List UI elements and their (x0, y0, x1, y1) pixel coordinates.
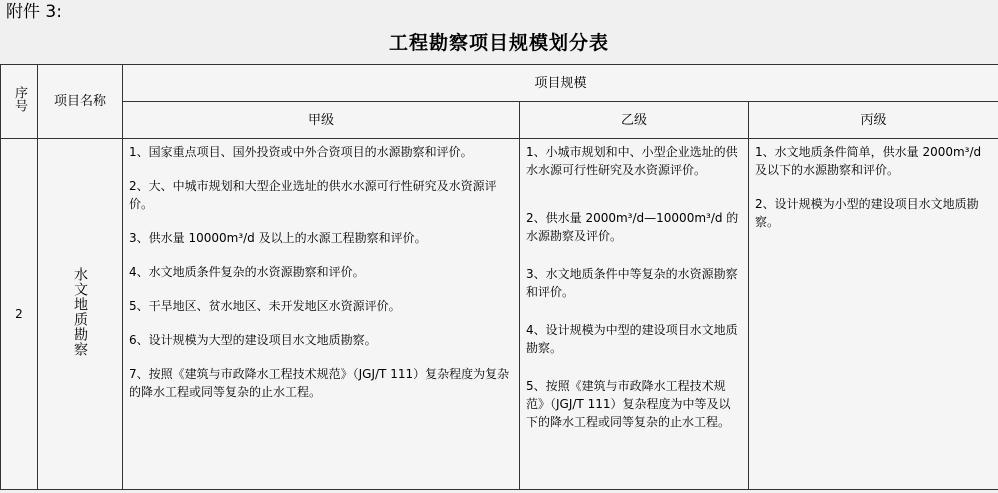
grade-c-cell (749, 139, 998, 490)
row-name-cell (38, 139, 123, 490)
grade-a-item: 1、国家重点项目、国外投资或中外合资项目的水源勘察和评价。 (129, 145, 473, 159)
grade-b-item: 5、按照《建筑与市政降水工程技术规范》（JGJ/T 111）复杂程度为中等及以下的降水工程或同等复杂的止水工程。 (526, 379, 731, 429)
grade-c-item: 1、水文地质条件简单，供水量 2000m³/d 及以下的水源勘察和评价。 (755, 145, 982, 177)
header-grade-c: 丙级 (860, 112, 887, 128)
header-name-cell (38, 65, 123, 139)
header-grade-b-cell (520, 102, 749, 139)
grade-b-item: 3、水文地质条件中等复杂的水资源勘察和评价。 (526, 267, 738, 299)
header-grade-c-cell (749, 102, 998, 139)
row-seq: 2 (15, 307, 23, 321)
header-row-2 (1, 102, 998, 139)
header-name: 项目名称 (53, 94, 106, 109)
grade-a-item: 7、按照《建筑与市政降水工程技术规范》（JGJ/T 111）复杂程度为复杂的降水工程或同等复杂的止水工程。 (129, 367, 510, 399)
grade-b-item: 2、供水量 2000m³/d—10000m³/d 的水源勘察及评价。 (526, 211, 739, 243)
grade-a-item: 4、水文地质条件复杂的水资源勘察和评价。 (129, 265, 365, 279)
header-scale-cell (123, 65, 998, 102)
grade-a-item: 2、大、中城市规划和大型企业选址的供水水源可行性研究及水资源评价。 (129, 179, 497, 211)
header-seq: 序号 (12, 86, 27, 112)
header-seq-cell (1, 65, 38, 139)
grade-c-item: 2、设计规模为小型的建设项目水文地质勘察。 (755, 197, 979, 229)
grade-a-item: 6、设计规模为大型的建设项目水文地质勘察。 (129, 333, 377, 347)
header-scale: 项目规模 (534, 75, 587, 91)
row-seq-cell (1, 139, 38, 490)
scale-table (0, 64, 998, 490)
grade-b-item: 4、设计规模为中型的建设项目水文地质勘察。 (526, 323, 738, 355)
grade-a-item: 3、供水量 10000m³/d 及以上的水源工程勘察和评价。 (129, 231, 427, 245)
grade-a-item: 5、干旱地区、贫水地区、未开发地区水资源评价。 (129, 299, 401, 313)
table-row (1, 139, 998, 490)
attachment-label: 附件 3: (6, 2, 62, 22)
page-title: 工程勘察项目规模划分表 (388, 32, 609, 54)
header-grade-a-cell (123, 102, 520, 139)
grade-b-item: 1、小城市规划和中、小型企业选址的供水水源可行性研究及水资源评价。 (526, 145, 738, 177)
row-name: 水文地质勘察 (72, 266, 88, 357)
grade-a-cell (123, 139, 520, 490)
header-grade-a: 甲级 (307, 112, 334, 128)
header-row-1 (1, 65, 998, 102)
header-grade-b: 乙级 (620, 112, 647, 128)
grade-b-cell (520, 139, 749, 490)
